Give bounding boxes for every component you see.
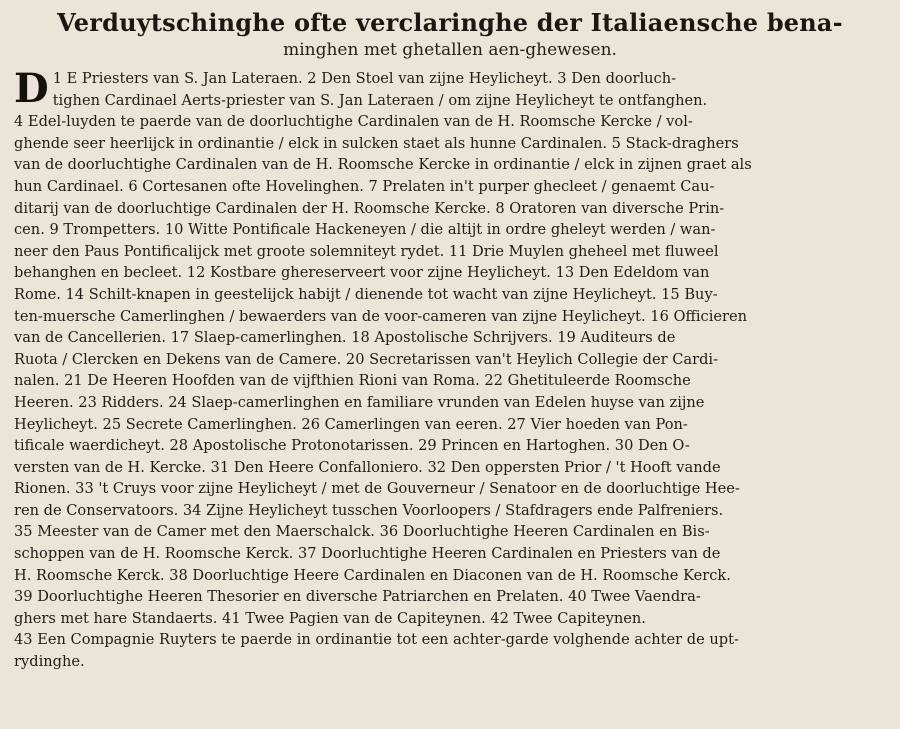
text-line: 1 E Priesters van S. Jan Lateraen. 2 Den Stoel van zijne Heylicheyt. 3 Den doorluch- [52,70,677,87]
text-line: ghende seer heerlijck in ordinantie / elck in sulcken staet als hunne Cardinalen. 5 Stack-draghers [14,134,739,152]
text-line: cen. 9 Trompetters. 10 Witte Pontificale Hackeneyen / die altijt in ordre gheleyt werden / wan- [14,221,716,239]
text-line: 39 Doorluchtighe Heeren Thesorier en diversche Patriarchen en Prelaten. 40 Twee Vaendra- [14,588,701,606]
drop-cap: D [14,65,49,112]
text-line: rydinghe. [14,653,85,671]
text-line: ditarij van de doorluchtige Cardinalen der H. Roomsche Kercke. 8 Oratoren van diversche Prin- [14,199,725,217]
page-title: Verduytschinghe ofte verclaringhe der Italiaensche bena- [57,8,843,37]
legend-text [14,65,886,673]
text-line: 35 Meester van de Camer met den Maerschalck. 36 Doorluchtighe Heeren Cardinalen en Bis- [14,523,710,541]
text-line: Rome. 14 Schilt-knapen in geestelijck habijt / dienende tot wacht van zijne Heylicheyt. 15 Buy- [14,285,718,303]
text-line: behanghen en becleet. 12 Kostbare ghereserveert voor zijne Heylicheyt. 13 Den Edeldom van [14,264,710,282]
text-line: 4 Edel-luyden te paerde van de doorluchtighe Cardinalen van de H. Roomsche Kercke / vol- [14,113,693,131]
text-line: Heeren. 23 Ridders. 24 Slaep-camerlinghen en familiare vrunden van Edelen huyse van zijne [14,393,705,411]
text-line: Heylicheyt. 25 Secrete Camerlinghen. 26 Camerlingen van eeren. 27 Vier hoeden van Pon- [14,415,688,433]
text-line: ren de Conservatoors. 34 Zijne Heylicheyt tusschen Voorloopers / Stafdragers ende Palfreniers. [14,501,724,519]
page-subtitle: minghen met ghetallen aen-ghewesen. [283,40,617,60]
text-line: versten van de H. Kercke. 31 Den Heere Confalloniero. 32 Den oppersten Prior / 't Hooft vande [14,458,721,476]
text-line: tificale waerdicheyt. 28 Apostolische Protonotarissen. 29 Princen en Hartoghen. 30 Den O- [14,437,690,455]
text-line: Rionen. 33 't Cruys voor zijne Heylicheyt / met de Gouverneur / Senatoor en de doorluchtige Hee- [14,480,740,498]
text-line: nalen. 21 De Heeren Hoofden van de vijfthien Rioni van Roma. 22 Ghetituleerde Roomsche [14,372,691,390]
text-line: neer den Paus Pontificalijck met groote solemniteyt rydet. 11 Drie Muylen gheheel met fluweel [14,242,719,260]
text-line: van de doorluchtighe Cardinalen van de H. Roomsche Kercke in ordinantie / elck in zijnen graet als [14,156,752,174]
text-line: ten-muersche Camerlinghen / bewaerders van de voor-cameren van zijne Heylicheyt. 16 Officieren [14,307,748,325]
text-line: Ruota / Clercken en Dekens van de Camere. 20 Secretarissen van't Heylich Collegie der Cardi- [14,350,719,368]
text-line: schoppen van de H. Roomsche Kerck. 37 Doorluchtighe Heeren Cardinalen en Priesters van de [14,545,721,563]
text-line: tighen Cardinael Aerts-priester van S. Jan Lateraen / om zijne Heylicheyt te ontfanghen. [52,91,708,109]
text-line: 43 Een Compagnie Ruyters te paerde in ordinantie tot een achter-garde volghende achter de upt- [14,631,739,649]
text-line: hun Cardinael. 6 Cortesanen ofte Hovelinghen. 7 Prelaten in't purper ghecleet / genaemt Cau- [14,177,715,195]
text-line: van de Cancellerien. 17 Slaep-camerlinghen. 18 Apostolische Schrijvers. 19 Auditeurs de [14,329,676,347]
text-line: H. Roomsche Kerck. 38 Doorluchtige Heere Cardinalen en Diaconen van de H. Roomsche Kerck. [14,566,731,584]
text-line: ghers met hare Standaerts. 41 Twee Pagien van de Capiteynen. 42 Twee Capiteynen. [14,609,646,627]
